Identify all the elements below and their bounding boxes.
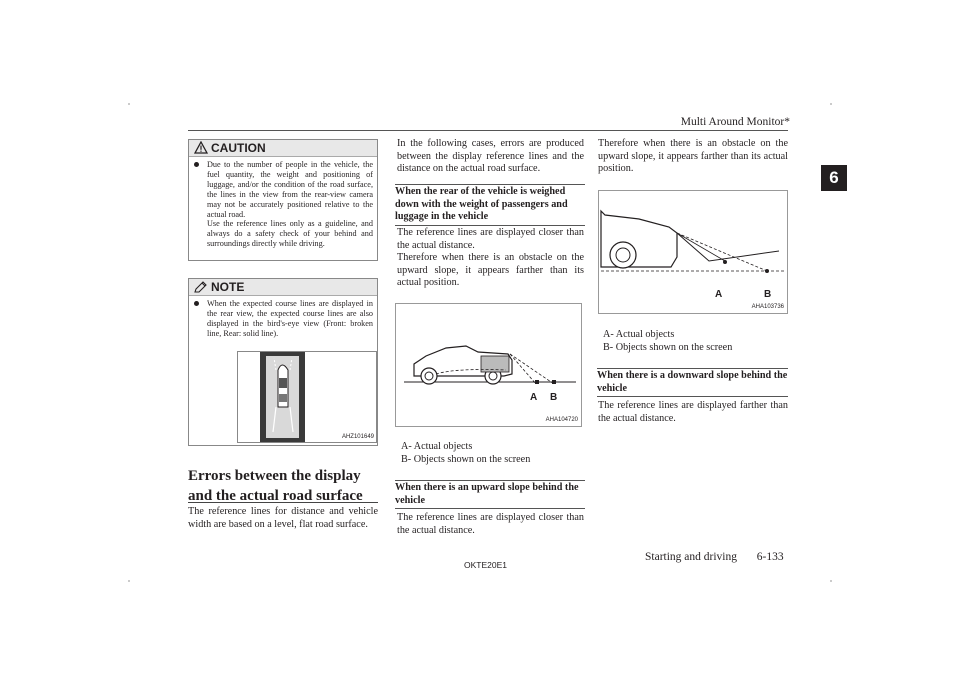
crop-mark xyxy=(830,103,832,105)
caution-text: Due to the number of people in the vehicle, the fuel quantity, the weight and positioning of luggage, and/or the condition of the road surface, the lines in the view from the rear-view camera may not be accurately positioned relative to the actual road. xyxy=(207,160,373,219)
chapter-tab: 6 xyxy=(821,165,847,191)
rear-weighed-text: The reference lines are displayed closer than the actual distance. xyxy=(397,227,584,251)
subheading-downward-slope: When there is a downward slope behind the vehicle xyxy=(597,368,788,397)
subheading-upward-slope: When there is an upward slope behind the vehicle xyxy=(395,480,585,509)
upward-slope-text: The reference lines are displayed closer than the actual distance. xyxy=(397,512,584,536)
legend-screen-objects: B- Objects shown on the screen xyxy=(401,454,531,465)
label-a: A xyxy=(715,289,723,300)
downward-slope-text: The reference lines are displayed farther than the actual distance. xyxy=(598,400,788,424)
legend-actual-objects: A- Actual objects xyxy=(603,329,675,340)
birdseye-illustration xyxy=(238,352,376,442)
page-footer xyxy=(645,551,784,563)
crop-mark xyxy=(830,580,832,582)
upward-slope-illustration xyxy=(599,191,787,313)
note-label: NOTE xyxy=(211,280,245,294)
caution-box xyxy=(188,139,378,261)
figure-rear-weighed xyxy=(395,303,582,427)
birdseye-figure xyxy=(237,351,377,443)
caution-label: CAUTION xyxy=(211,141,266,155)
crop-mark xyxy=(128,580,130,582)
figure-upward-slope xyxy=(598,190,788,314)
legend-screen-objects: B- Objects shown on the screen xyxy=(603,342,733,353)
upward-slope-text-2: Therefore when there is an obstacle on the upward slope, it appears farther than its actual position. xyxy=(598,138,788,175)
pencil-icon xyxy=(194,281,208,293)
running-header: Multi Around Monitor* xyxy=(680,116,790,128)
bullet xyxy=(194,162,199,167)
label-b: B xyxy=(550,392,558,403)
section-intro: The reference lines for distance and vehicle width are based on a level, flat road surface. xyxy=(188,506,378,530)
label-a: A xyxy=(530,392,538,403)
section-rule xyxy=(188,502,378,503)
errors-intro: In the following cases, errors are produced between the display reference lines and the distance on the actual road surface. xyxy=(397,138,584,175)
note-box xyxy=(188,278,378,446)
note-text: When the expected course lines are displayed in the rear view, the expected course lines are also displayed in the bird's-eye view (Front: broken line, Rear: solid line). xyxy=(207,299,373,338)
crop-mark xyxy=(128,103,130,105)
page-number: 6-133 xyxy=(756,551,784,563)
caution-text-2: Use the reference lines only as a guideline, and always do a safety check of your behind and surroundings directly while driving. xyxy=(207,219,373,249)
header-rule xyxy=(188,130,788,131)
figure-code: AHZ101649 xyxy=(341,434,374,440)
figure-code: AHA104720 xyxy=(545,417,578,423)
vehicle-weighed-illustration xyxy=(396,304,581,426)
warning-triangle-icon xyxy=(194,141,208,154)
section-title: Errors between the display and the actual road surface xyxy=(188,468,363,504)
label-b: B xyxy=(764,289,772,300)
legend-actual-objects: A- Actual objects xyxy=(401,441,473,452)
document-code: OKTE20E1 xyxy=(464,560,507,570)
figure-code: AHA103736 xyxy=(751,304,784,310)
bullet xyxy=(194,301,199,306)
rear-weighed-text-2: Therefore when there is an obstacle on the upward slope, it appears farther than its actual position. xyxy=(397,252,584,289)
footer-section: Starting and driving xyxy=(645,551,737,563)
subheading-rear-weighed: When the rear of the vehicle is weighed down with the weight of passengers and luggage in the vehicle xyxy=(395,184,585,226)
